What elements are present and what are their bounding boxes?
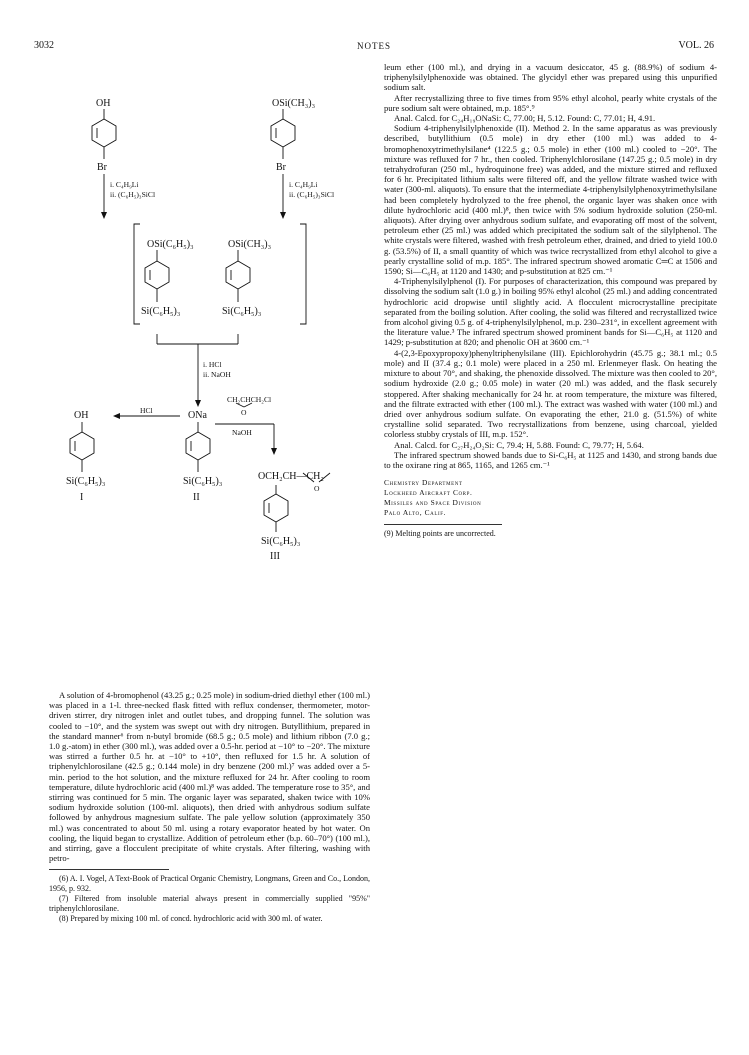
affiliation-line: Lockheed Aircraft Corp. — [384, 488, 473, 498]
epichlorohydrin-o: O — [241, 408, 247, 417]
affiliation-line: Chemistry Department — [384, 478, 463, 488]
reaction-scheme — [40, 62, 375, 662]
glycidyl-o: O — [314, 484, 320, 493]
bracket-siph3-label-b: Si(C₆H₅)₃ — [222, 306, 262, 317]
page-number: 3032 — [34, 40, 54, 51]
paragraph-phenol: 4-Triphenylsilylphenol (I). For purposes of characterization, this compound was prepared by dissolving the sodium salt (1.0 g.) in boiling 95% ethyl alcohol (25 ml.) and adding concentrated hydrochloric acid dropwise until slightly acid. A flocculent microcrystalline precipitate separated from the boiling solution. After cooling, the solid was filtered and recrystallized twice from alcohol giving 0.5 g. of 4-triphenylsilylphenol, m.p. 230–231°, in excellent agreement with the literature value.³ The infrared spectrum showed prominent bands for Si—C₆H₅ at 1120 and 1429; p-substitution at 820; and phenolic OH at 3600 cm.⁻¹ — [384, 276, 717, 348]
bracket-osime3-label: OSi(CH₃)₃ — [228, 239, 272, 250]
br-label-right: Br — [276, 162, 286, 173]
footnote-8: (8) Prepared by mixing 100 ml. of concd. hydrochloric acid with 300 ml. of water. — [59, 914, 323, 924]
footnote-rule — [49, 869, 169, 870]
hcl-label: HCl — [140, 406, 153, 415]
affiliation-block — [384, 478, 717, 518]
affiliation-line: Missiles and Space Division — [384, 498, 482, 508]
step1-reagent-ii-right: ii. (C₆H₅)₃SiCl — [289, 190, 335, 199]
left-column — [49, 690, 370, 925]
label-iii: III — [270, 551, 280, 562]
paragraph-anal-2: Anal. Calcd. for C₂₇H₂₄O₂Si: C, 79.4; H, 5.88. Found: C, 79.77; H, 5.64. — [394, 439, 644, 450]
section-title: NOTES — [357, 41, 391, 51]
paragraph-infrared: The infrared spectrum showed bands due to Si-C₆H₅ at 1125 and 1430, and strong bands due to the oxirane ring at 865, 1165, and 1265 cm.⁻¹ — [384, 449, 717, 470]
compound-ii-ona: ONa — [188, 410, 207, 421]
paragraph-anal-1: Anal. Calcd. for C₂₄H₁₉ONaSi: C, 77.00; H, 5.12. Found: C, 77.01; H, 4.91. — [394, 113, 656, 124]
paragraph-continuation: leum ether (100 ml.), and drying in a vacuum desiccator, 45 g. (88.9%) of sodium 4-triphenylsilylphenoxide was obtained. The glycidyl ether was prepared using this unpurified sodium salt. — [384, 62, 717, 93]
step1-reagent-i-left: i. C₄H₉Li — [110, 180, 139, 189]
footnote-7: (7) Filtered from insoluble material always present in commercially supplied "95%" triphenylchlorosilane. — [49, 894, 370, 913]
footnote-6: (6) A. I. Vogel, A Text-Book of Practical Organic Chemistry, Longmans, Green and Co., London, 1956, p. 932. — [49, 874, 370, 893]
footnotes-left — [49, 874, 370, 924]
bracket-siph3-label-a: Si(C₆H₅)₃ — [141, 306, 181, 317]
step1-reagent-i-right: i. C₄H₉Li — [289, 180, 318, 189]
label-ii: II — [193, 492, 200, 503]
bracket-osiph3-label: OSi(C₆H₅)₃ — [147, 239, 194, 250]
procedure-paragraph: A solution of 4-bromophenol (43.25 g.; 0.25 mole) in sodium-dried diethyl ether (100 ml.) was placed in a 1-l. three-necked flask fitted with reflux condenser, thermometer, motor-driven stirrer, dry nitrogen inlet and outlet tubes, and dropping funnel. The solution was cooled to −10°, and the system was swept out with dry nitrogen. Butyllithium, prepared in the standard manner⁶ from n-butyl bromide (68.5 g.; 0.5 mole) and lithium ribbon (7.0 g.; 1.0 g.-atom) in ether (300 ml.), was added over a 0.5-hr. period at −10° to −20°. The mixture was stirred a further 0.5 hr. at −10° to +10°, then refluxed for 1.5 hr. A solution of triphenylchlorosilane (42.5 g.; 0.144 mole) in dry benzene (200 ml.)⁷ was added over a 5-min. period to the hot solution, and the mixture refluxed for 24 hr. After cooling to room temperature, dilute hydrochloric acid (400 ml.)⁸ was added. The temperature rose to 35°, and stirring was continued for 5 min. The organic layer was separated, shaken twice with 10% sodium hydroxide solution (100-ml. aliquots), then dried with anhydrous sodium sulfate followed by anhydrous magnesium sulfate. The pale yellow solution (approximately 350 ml.) was concentrated to about 50 ml. using a rotary evaporator heated by hot water. On cooling, the liquid began to crystallize. Addition of petroleum ether (b.p. 60–70°) (100 ml.), and stirring, gave a flocculent precipitate of white crystals. After filtering, washing with petro- — [49, 690, 371, 864]
footnote-rule-right — [384, 524, 502, 525]
compound-iii-siph3: Si(C₆H₅)₃ — [261, 536, 301, 547]
step1-reagent-ii-left: ii. (C₆H₅)₃SiCl — [110, 190, 156, 199]
compound-i-oh: OH — [74, 410, 89, 421]
oh-label: OH — [96, 98, 111, 109]
affiliation-line: Palo Alto, Calif. — [384, 508, 447, 518]
paragraph-recrystallization: After recrystallizing three to five times from 95% ethyl alcohol, pearly white crystals of the pure sodium salt were obtained, m.p. 185°.⁹ — [384, 92, 717, 113]
paragraph-epoxy: 4-(2,3-Epoxypropoxy)phenyltriphenylsilane (III). Epichlorohydrin (45.75 g.; 38.1 ml.; 0.5 mole) and II (37.4 g.; 0.1 mole) were placed in a 250 ml. Erlenmeyer flask. On heating the mixture to about 70°, and shaking, the phenoxide dissolved. The mixture was then cooled to 20°, sodium hydroxide (2.0 g.; 0.05 mole) in water (20 ml.) was added, and the flask securely stoppered. After shaking mechanically for 24 hr. at room temperature, the mixture was filtered, and the filtrate extracted with ether (100 ml.). The extract was washed with water (100 ml.) and dried over anhydrous sodium sulfate. On evaporating the ether, 21.0 g. (51.5%) of white crystalline solid separated. Two recrystallizations from benzene, using charcoal, yielded colorless stubby crystals of III, m.p. 152°. — [384, 347, 717, 440]
step2-reagent-ii: ii. NaOH — [203, 370, 231, 379]
br-label-left: Br — [97, 162, 107, 173]
right-column — [384, 62, 717, 539]
paragraph-method-2: Sodium 4-triphenylsilylphenoxide (II). Method 2. In the same apparatus as was previously described, butyllithium (0.5 mole) in dry ether (100 ml.) was added to 4-bromophenoxytrimethylsilane⁴ (122.5 g.; 0.5 mole) in ether (100 ml.) cooled to −20°. The mixture was refluxed for 7 hr., then cooled. Triphenylchlorosilane (147.25 g.; 0.5 mole) in dry tetrahydrofuran (250 ml., hydroquinone free) was added, and the mixture stirred and refluxed for 6 hr. Precipitated lithium salts were filtered off, and the yellow filtrate washed twice with water (300-ml. aliquots). To ensure that the intermediate 4-triphenylsilylphenoxytrimethylsilane had been completely hydrolyzed to the free phenol, the organic layer was shaken once with dilute hydrochloric acid (400 ml.)⁸, then twice with 5% sodium hydroxide solution (250-ml. aliquots). After drying over anhydrous sodium sulfate, and evaporating off most of the solvent, petroleum ether (25 ml.) was added which precipitated the sodium salt of the silylphenol. The white crystals were filtered, washed with fresh petroleum ether, drained, and dried to yield 100.0 g. (53.5%) of II, a small quantity of which was twice recrystallized from ethyl alcohol to give a pearly crystalline solid of m.p. 185°. The infrared spectrum showed aromatic C═C at 1506 and 1590; Si—C₆H₅ at 1120 and 1430; and p-substitution at 825 cm.⁻¹ — [384, 123, 717, 277]
volume-label: VOL. 26 — [678, 40, 714, 51]
page-header — [34, 40, 714, 54]
footnote-9: (9) Melting points are uncorrected. — [384, 529, 496, 539]
compound-i-siph3: Si(C₆H₅)₃ — [66, 476, 106, 487]
glycidyl-label: OCH₂CH—CH₂ — [258, 471, 324, 482]
naoh-label: NaOH — [232, 428, 252, 437]
osime3-label: OSi(CH₃)₃ — [272, 98, 316, 109]
step2-reagent-i: i. HCl — [203, 360, 222, 369]
epichlorohydrin-label: CH₂CHCH₂Cl — [227, 395, 272, 404]
label-i: I — [80, 492, 84, 503]
compound-ii-siph3: Si(C₆H₅)₃ — [183, 476, 223, 487]
